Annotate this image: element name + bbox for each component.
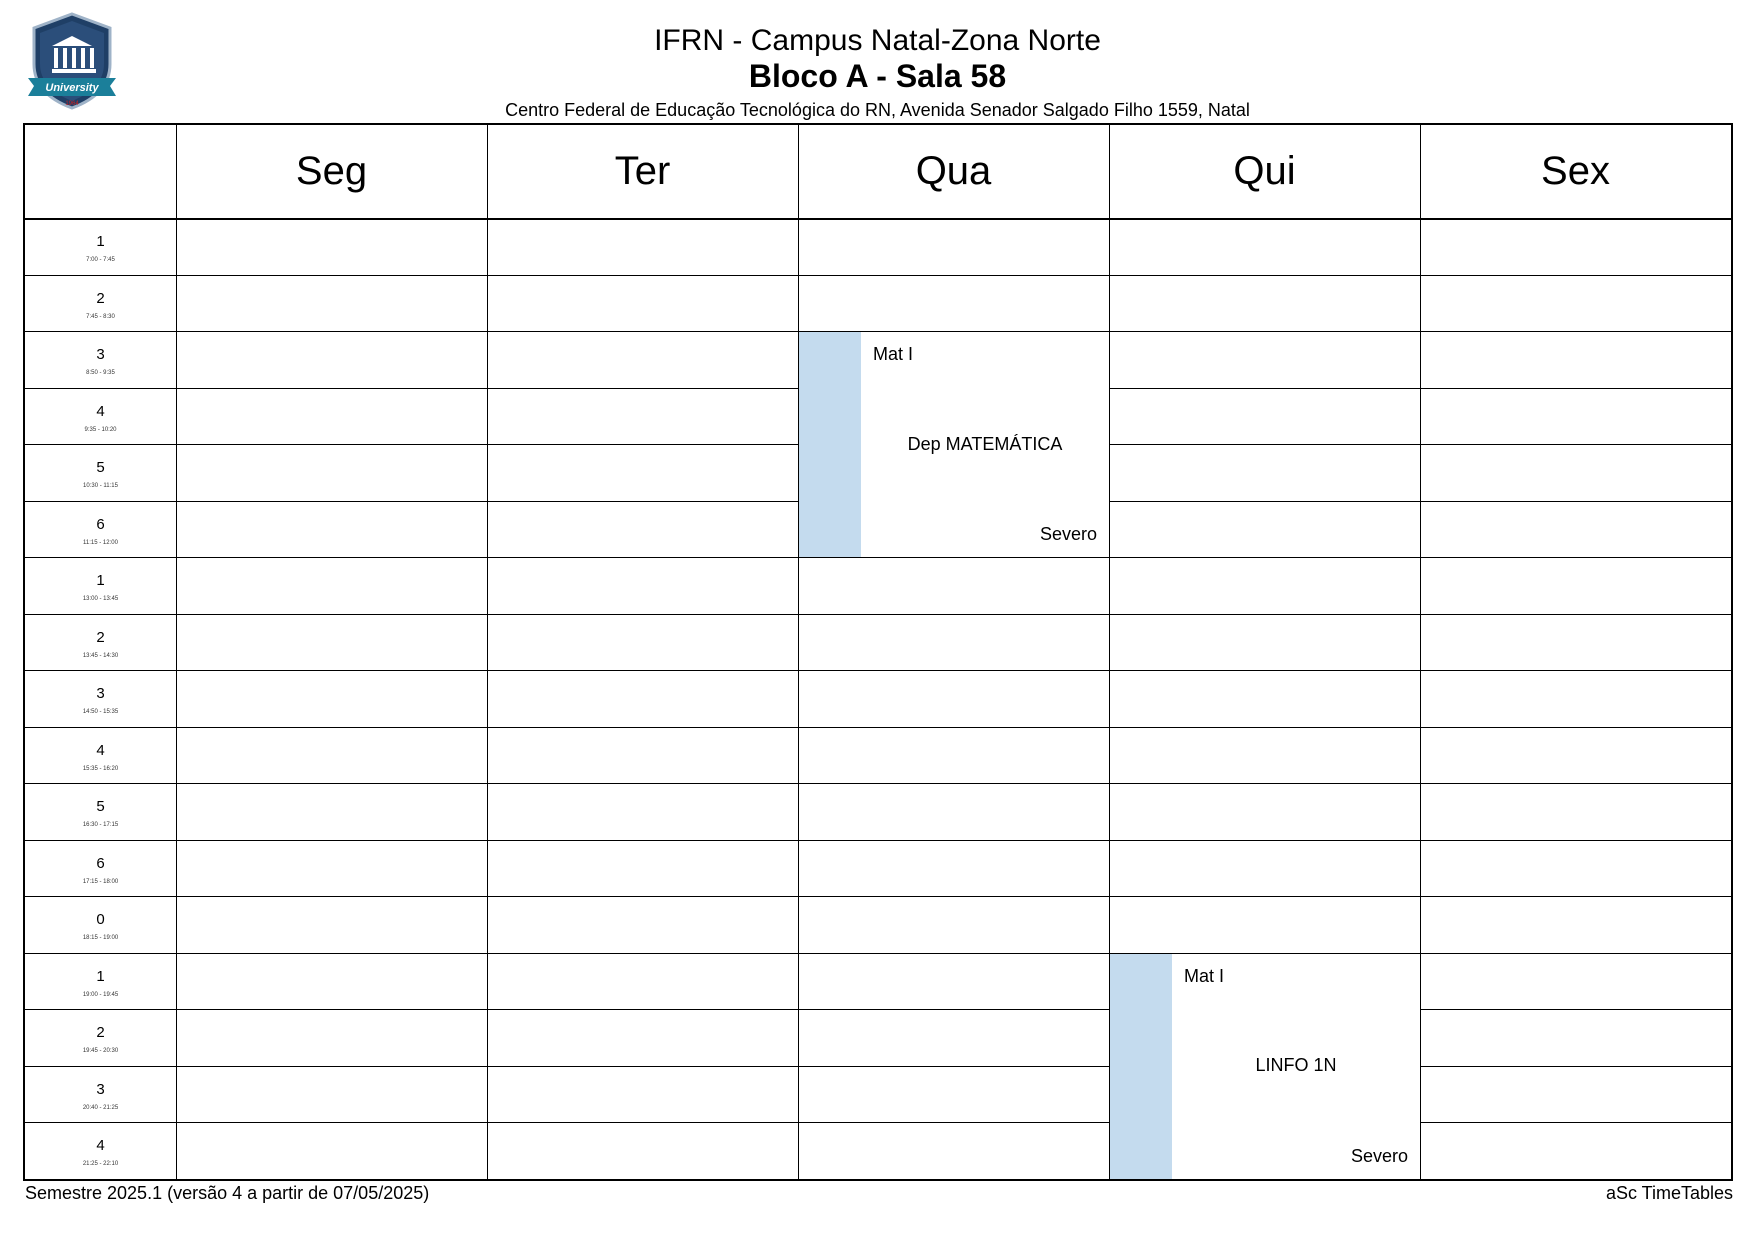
period-time: 7:00 - 7:45 — [86, 257, 115, 263]
period-number: 4 — [96, 402, 105, 420]
period-time: 15:35 - 16:20 — [82, 765, 119, 772]
period-number: 5 — [96, 459, 105, 477]
institution-name: IFRN - Campus Natal-Zona Norte — [654, 24, 1101, 57]
header-divider — [25, 218, 1731, 220]
row-divider — [25, 840, 1731, 841]
period-time: 10:30 - 11:15 — [83, 483, 118, 490]
row-divider — [25, 896, 1731, 897]
lesson-color-bar — [1110, 954, 1172, 1179]
timetable-grid — [23, 123, 1733, 1181]
app-credit: aSc TimeTables — [1605, 1183, 1733, 1203]
column-divider — [798, 125, 799, 1179]
period-number: 5 — [96, 798, 105, 816]
period-time: 7:45 - 8:30 — [86, 313, 115, 320]
row-divider — [25, 1009, 1731, 1010]
row-divider — [25, 1066, 1731, 1067]
lesson-subject: Mat I — [873, 344, 914, 365]
period-number: 2 — [96, 628, 105, 646]
room-title: Bloco A - Sala 58 — [748, 58, 1007, 94]
column-divider — [176, 125, 177, 1179]
svg-text:1964: 1964 — [65, 101, 79, 107]
row-divider — [25, 275, 1731, 276]
period-number: 4 — [96, 741, 105, 759]
lesson-subject: Mat I — [1184, 965, 1225, 986]
period-number: 3 — [96, 346, 105, 364]
row-divider — [25, 783, 1731, 784]
period-number: 2 — [96, 289, 105, 307]
period-number: 0 — [96, 911, 105, 929]
period-number: 6 — [96, 515, 105, 533]
period-time: 13:00 - 13:45 — [82, 596, 119, 603]
column-divider — [1420, 125, 1421, 1179]
lesson-teacher: Severo — [1350, 1145, 1408, 1166]
day-header: Seg — [295, 149, 368, 193]
day-header: Ter — [614, 149, 671, 193]
column-divider — [487, 125, 488, 1179]
day-header: Qui — [1233, 149, 1296, 193]
period-time: 16:30 - 17:15 — [82, 822, 119, 829]
row-divider — [25, 557, 1731, 558]
period-time: 20:40 - 21:25 — [82, 1104, 119, 1111]
period-time: 18:15 - 19:00 — [82, 935, 119, 942]
period-time: 21:25 - 22:10 — [82, 1161, 119, 1168]
period-time: 8:50 - 9:35 — [86, 370, 115, 377]
period-number: 2 — [96, 1024, 105, 1042]
lesson-card[interactable] — [799, 332, 1109, 557]
lesson-group: Dep MATEMÁTICA — [907, 433, 1063, 454]
period-time: 14:50 - 15:35 — [82, 709, 119, 716]
period-time: 11:15 - 12:00 — [83, 539, 118, 546]
period-time: 9:35 - 10:20 — [84, 426, 117, 433]
period-number: 1 — [96, 967, 105, 985]
address: Centro Federal de Educação Tecnológica do RN, Avenida Senador Salgado Filho 1559, Natal — [505, 100, 1250, 120]
period-number: 3 — [96, 685, 105, 703]
day-header: Sex — [1541, 149, 1610, 193]
period-time: 17:15 - 18:00 — [82, 878, 119, 885]
row-divider — [25, 614, 1731, 615]
row-divider — [25, 953, 1731, 954]
period-number: 1 — [96, 572, 105, 590]
lesson-card[interactable] — [1110, 954, 1420, 1179]
semester-info: Semestre 2025.1 (versão 4 a partir de 07/05/2025) — [25, 1183, 430, 1203]
period-number: 6 — [96, 854, 105, 872]
period-number: 3 — [96, 1080, 105, 1098]
period-number: 1 — [96, 233, 105, 250]
lesson-color-bar — [799, 332, 861, 557]
lesson-group: LINFO 1N — [1255, 1055, 1337, 1076]
period-number: 4 — [96, 1137, 105, 1155]
row-divider — [25, 1122, 1731, 1123]
row-divider — [25, 670, 1731, 671]
row-divider — [25, 727, 1731, 728]
svg-text:University: University — [45, 82, 99, 94]
period-time: 19:00 - 19:45 — [82, 991, 119, 998]
period-time: 13:45 - 14:30 — [82, 652, 119, 659]
period-time: 19:45 - 20:30 — [82, 1048, 119, 1055]
day-header: Qua — [915, 149, 992, 193]
lesson-teacher: Severo — [1039, 524, 1097, 545]
